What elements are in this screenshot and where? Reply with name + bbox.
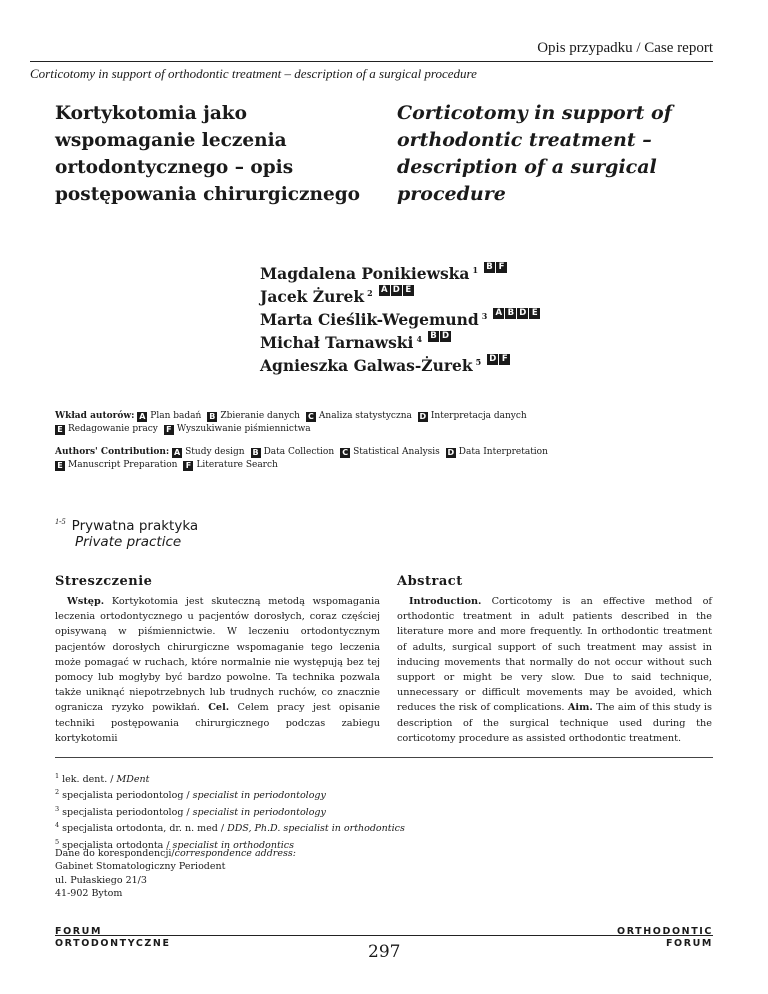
footnote-polish: specjalista periodontolog /: [62, 806, 193, 818]
author-role-badges: [379, 285, 415, 296]
author-row: [260, 285, 541, 308]
author-affiliation-sup: 3: [481, 311, 488, 321]
role-badge: A: [174, 448, 181, 457]
author-row: [260, 331, 541, 354]
role-badge: D: [441, 331, 450, 341]
affiliation: [55, 517, 198, 550]
footnote: [55, 786, 405, 802]
journal-name-english-line2: FORUM: [665, 938, 713, 949]
abstract-english: [397, 594, 712, 746]
role-badge: E: [55, 425, 65, 435]
abstract-polish: [55, 594, 380, 746]
correspondence: [55, 847, 296, 901]
journal-name-english-line1: ORTHODONTIC: [617, 926, 713, 937]
footnote-english: specialist in periodontology: [192, 806, 326, 818]
correspondence-label-polish: Dane do korespondencji/: [55, 848, 175, 859]
role-description: Wyszukiwanie piśmiennictwa: [176, 424, 311, 434]
footnote-number: 4: [55, 821, 60, 830]
footnote-polish: specjalista periodontolog /: [62, 790, 193, 802]
correspondence-line: ul. Pułaskiego 21/3: [55, 874, 147, 886]
affiliation-sup: 1-5: [55, 517, 66, 526]
role-badge: F: [183, 461, 193, 471]
affiliation-english: Private practice: [75, 534, 182, 550]
footnote: [55, 803, 405, 819]
abstract-pl-intro-lead: Wstęp.: [67, 596, 105, 607]
correspondence-line: Gabinet Stomatologiczny Periodent: [55, 861, 226, 873]
abstract-pl-aim-lead: Cel.: [208, 702, 230, 714]
author-affiliation-sup: 2: [367, 288, 373, 298]
affiliation-polish: Prywatna praktyka: [71, 518, 199, 534]
author-role-badges: [428, 331, 452, 342]
abstract-heading-english: Abstract: [397, 574, 463, 589]
author-row: [260, 354, 541, 377]
role-badge: B: [209, 412, 216, 421]
role-badge: B: [505, 308, 516, 319]
author-name: Agnieszka Galwas-Żurek: [260, 356, 473, 375]
abstract-heading-polish: Streszczenie: [55, 574, 153, 589]
role-badge: D: [519, 308, 527, 318]
role-description: Interpretacja danych: [430, 411, 527, 421]
title-english: Corticotomy in support of orthodontic treatment – description of a surgical procedure: [397, 102, 672, 205]
footnote-english: MDent: [116, 774, 150, 785]
role-badge: B: [484, 262, 495, 273]
running-title: Corticotomy in support of orthodontic treatment – description of a surgical procedure: [30, 66, 477, 81]
footnote-number: 3: [55, 804, 60, 813]
contributions-label: Authors' Contribution:: [55, 447, 170, 457]
footnote: [55, 819, 405, 835]
footnotes: [55, 770, 405, 852]
author-role-badges: [484, 262, 508, 273]
author-name: Magdalena Ponikiewska: [260, 264, 470, 283]
role-description: Zbieranie danych: [220, 411, 300, 421]
role-badge: A: [493, 308, 504, 319]
journal-name-polish-line2: ORTODONTYCZNE: [55, 938, 171, 949]
role-badge: B: [428, 331, 439, 342]
role-badge: F: [499, 354, 510, 365]
footnote-polish: lek. dent. /: [62, 774, 117, 785]
role-badge: D: [489, 354, 497, 364]
abstract-en-aim-lead: Aim.: [567, 702, 593, 714]
author-affiliation-sup: 1: [472, 265, 479, 275]
footnote-english: DDS, Ph.D. specialist in orthodontics: [227, 823, 405, 835]
author-list: [260, 262, 541, 377]
title-polish: Kortykotomia jako wspomaganie leczenia ortodontycznego – opis postępowania chirurgicznego: [55, 103, 361, 205]
footnote-english: specialist in orthodontics: [172, 839, 295, 851]
role-badge: F: [164, 425, 174, 435]
role-description: Data Collection: [263, 447, 335, 457]
role-badge: D: [419, 412, 427, 421]
author-role-badges: [487, 354, 511, 365]
role-description: Study design: [185, 447, 245, 457]
role-badge: F: [496, 262, 507, 273]
role-description: Statistical Analysis: [353, 447, 440, 457]
role-description: Manuscript Preparation: [68, 460, 178, 470]
header-rule: [30, 61, 713, 62]
role-badge: B: [252, 448, 259, 457]
footnote-polish: specjalista ortodonta /: [62, 839, 173, 851]
role-badge: C: [306, 412, 316, 422]
journal-name-english: [617, 926, 713, 950]
role-badge: E: [529, 308, 540, 319]
abstract-en-intro-text: Corticotomy is an effective method of orthodontic treatment in adult patients described in the literature more and more frequently. In orthodontic treatment of adults, surgical support of such treatment may assist in inducing movements that normally do not occur without such support or might be very slow. Due to said technique, unnecessary or difficult movements may be avoided, which reduces the risk of complications.: [397, 596, 712, 714]
role-description: Literature Search: [196, 460, 278, 470]
abstract-en-aim-text: The aim of this study is description of the surgical technique used during the corticotomy procedure as assisted orthodontic treatment.: [397, 702, 713, 744]
contributions-english: [55, 446, 675, 472]
role-badge: A: [139, 412, 146, 421]
footnote-rule: [55, 757, 713, 758]
role-badge: D: [447, 448, 455, 457]
author-row: [260, 262, 541, 285]
footnote-english: specialist in periodontology: [192, 790, 326, 802]
role-badge: E: [403, 285, 414, 296]
abstract-pl-intro-text: Kortykotomia jest skuteczną metodą wspomagania leczenia ortodontycznego u pacjentów dorosłych, coraz częściej opisywaną w piśmiennictwie. W leczeniu ortodontycznym pacjentów dorosłych chirurgiczne wspomaganie tego leczenia może pomagać w ruchach, które normalnie nie występują bez tej pomocy lub mogłyby być bardzo powolne. Ta technika pozwala także uniknąć niepotrzebnych lub trudnych ruchów, co znacznie ogranicza ryzyko powikłań.: [55, 596, 380, 714]
author-affiliation-sup: 4: [416, 334, 423, 344]
journal-name-polish-line1: FORUM: [55, 926, 103, 937]
footnote-number: 1: [55, 772, 60, 780]
correspondence-label-english: correspondence address:: [174, 848, 296, 859]
author-row: [260, 308, 541, 331]
role-badge: E: [55, 461, 65, 471]
footnote-number: 5: [55, 837, 60, 846]
footnote: [55, 770, 405, 786]
abstract-pl-aim-text: Celem pracy jest opisanie techniki postępowania chirurgicznego podczas zabiegu kortykotomii: [55, 702, 380, 744]
contributions-label: Wkład autorów:: [55, 411, 135, 421]
section-label: Opis przypadku / Case report: [537, 40, 713, 56]
role-badge: C: [340, 448, 350, 458]
correspondence-line: 41-902 Bytom: [55, 888, 123, 900]
journal-name-polish: [55, 926, 171, 950]
author-role-badges: [493, 308, 541, 319]
footnote-number: 2: [55, 788, 60, 797]
author-name: Jacek Żurek: [260, 287, 365, 306]
role-description: Redagowanie pracy: [68, 424, 158, 434]
role-badge: D: [392, 285, 400, 295]
role-badge: A: [379, 285, 390, 296]
author-affiliation-sup: 5: [475, 357, 482, 367]
footnote-polish: specjalista ortodonta, dr. n. med /: [62, 823, 228, 835]
role-description: Data Interpretation: [458, 447, 548, 457]
page-number: 297: [368, 942, 401, 962]
author-name: Michał Tarnawski: [260, 333, 414, 352]
role-description: Analiza statystyczna: [318, 411, 412, 421]
contributions-polish: [55, 410, 675, 436]
role-description: Plan badań: [150, 411, 202, 421]
author-name: Marta Cieślik-Wegemund: [260, 310, 479, 329]
abstract-en-intro-lead: Introduction.: [409, 596, 482, 607]
